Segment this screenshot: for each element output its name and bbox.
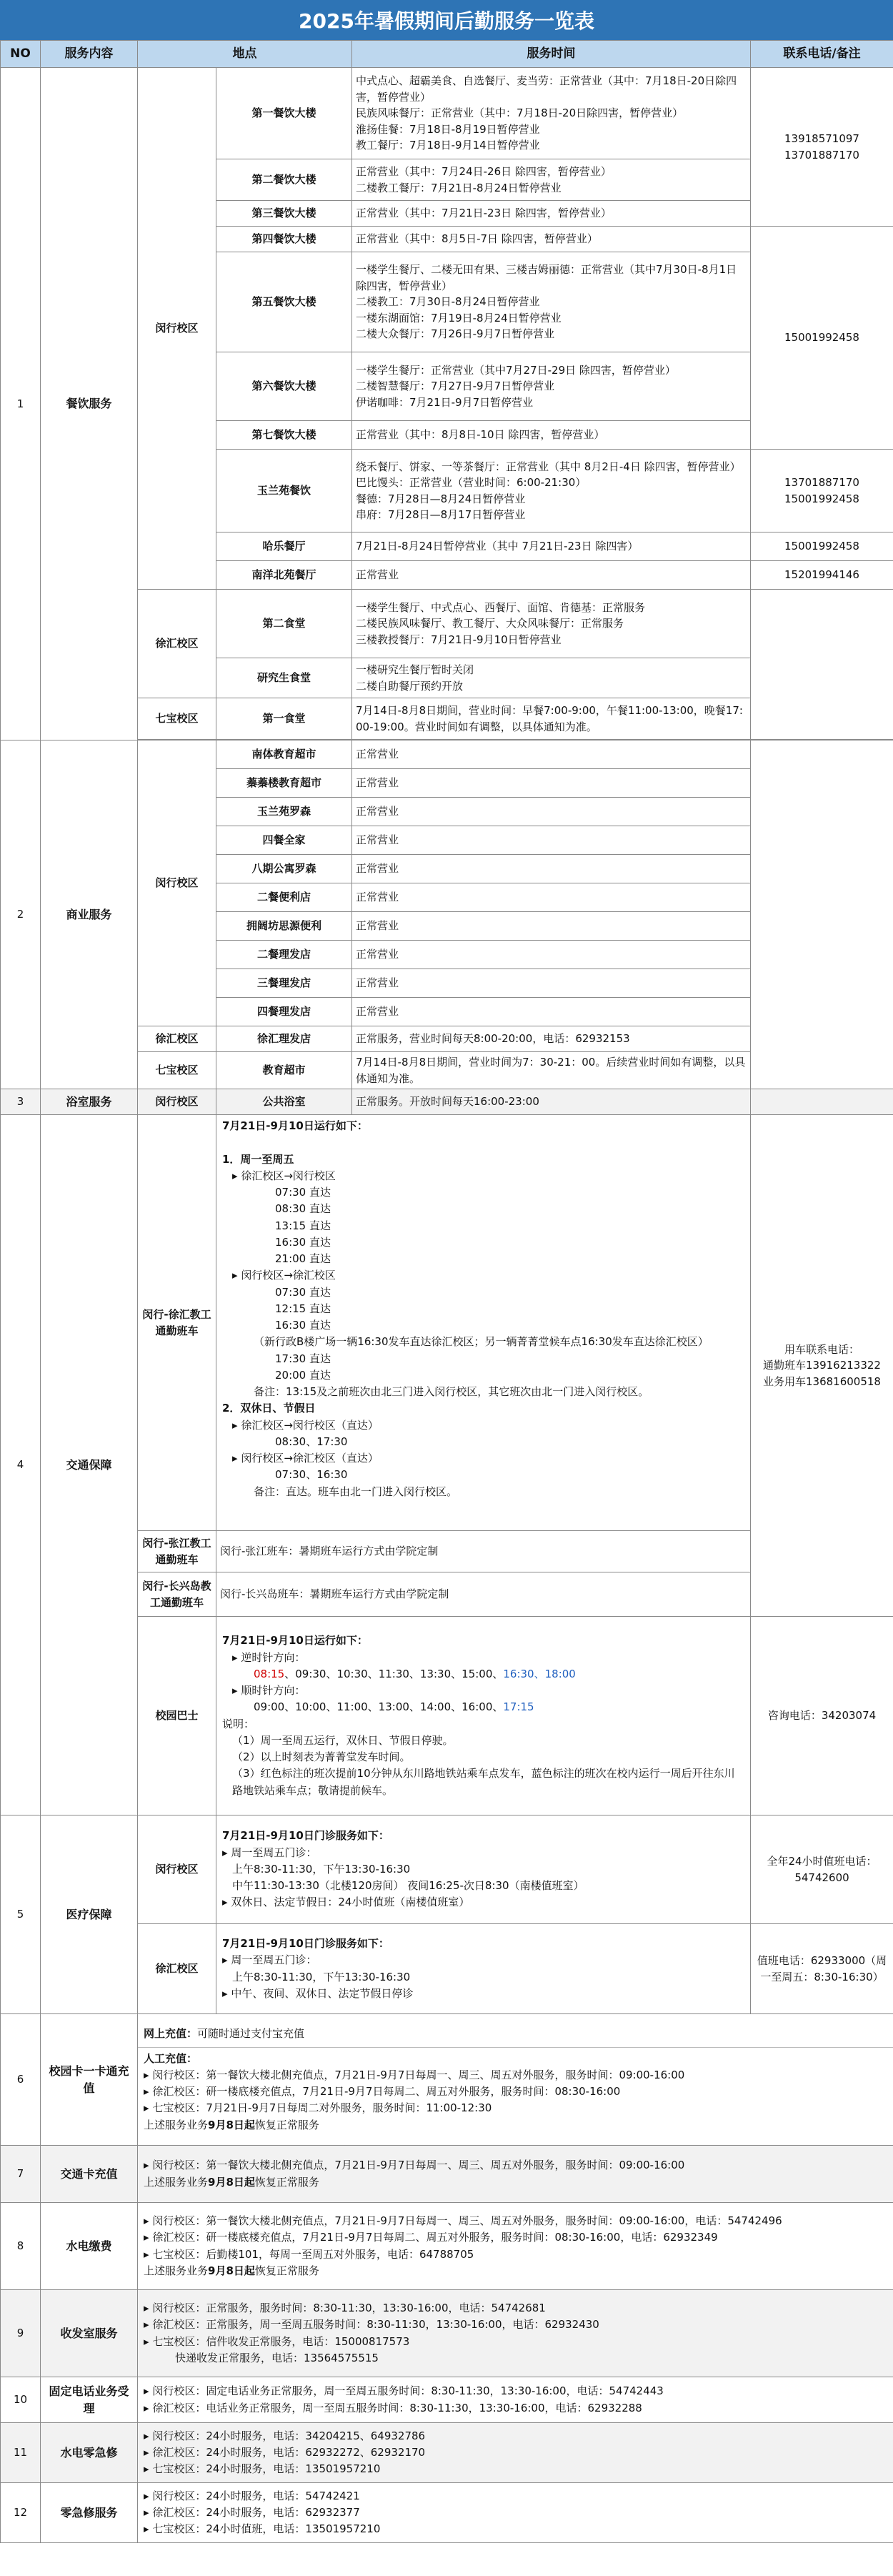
service-time: 绕禾餐厅、饼家、一等茶餐厅：正常营业（其中 8月2日-4日 除四害，暂停营业） 巴比馒头：正常营业（营业时间：6:00-21:30） 餐德：7月28日—8月24日暂停营业 串府：7月28日—8月17日暂停营业 xyxy=(352,450,751,532)
service-time: 正常服务。开放时间每天16:00-23:00 xyxy=(352,1089,751,1115)
campus-label: 徐汇校区 xyxy=(138,1924,216,2014)
route-label: 校园巴士 xyxy=(138,1617,216,1815)
service-time: 中式点心、超霸美食、自选餐厅、麦当劳：正常营业（其中：7月18日-20日除四害，暂停营业） 民族风味餐厅：正常营业（其中：7月18日-20日除四害，暂停营业） 淮扬佳餐：7月18日-8月19日暂停营业 教工餐厅：7月18日-9月14日暂停营业 xyxy=(352,68,751,159)
contact-cell: 全年24小时值班电话： 54742600 xyxy=(751,1815,893,1924)
service-time: 正常营业 xyxy=(352,855,751,883)
location-label: 徐汇理发店 xyxy=(216,1026,352,1052)
section-number: 2 xyxy=(1,740,41,1089)
service-time: 正常营业 xyxy=(352,561,751,590)
location-label: 哈乐餐厅 xyxy=(216,532,352,561)
section-number: 12 xyxy=(1,2483,41,2543)
section-name: 零急修服务 xyxy=(41,2483,138,2543)
section-name: 商业服务 xyxy=(41,740,138,1089)
service-time: 一楼研究生餐厅暂时关闭 二楼自助餐厅预约开放 xyxy=(352,658,751,698)
location-label: 南洋北苑餐厅 xyxy=(216,561,352,590)
location-label: 第五餐饮大楼 xyxy=(216,252,352,352)
page-title: 2025年暑假期间后勤服务一览表 xyxy=(0,0,893,40)
contact-cell: 15001992458 xyxy=(751,532,893,561)
service-details: ▸ 闵行校区：24小时服务，电话：54742421 ▸ 徐汇校区：24小时服务，电话：62932377 ▸ 七宝校区：24小时值班，电话：13501957210 xyxy=(138,2483,893,2543)
section-name: 医疗保障 xyxy=(41,1815,138,2014)
section-name: 水电零急修 xyxy=(41,2423,138,2483)
section-name: 交通保障 xyxy=(41,1115,138,1815)
location-label: 蓁蓁楼教育超市 xyxy=(216,769,352,798)
section-name: 校园卡一卡通充值 xyxy=(41,2014,138,2146)
service-time: 一楼学生餐厅、二楼无田有果、三楼吉姆丽德：正常营业（其中7月30日-8月1日 除四害，暂停营业） 二楼教工：7月30日-8月24日暂停营业 一楼东湖面馆：7月19日-8月24日暂停营业 二楼大众餐厅：7月26日-9月7日暂停营业 xyxy=(352,252,751,352)
section-name: 收发室服务 xyxy=(41,2290,138,2377)
contact-cell: 用车联系电话： 通勤班车13916213322 业务用车13681600518 xyxy=(751,1115,893,1617)
campus-label: 闵行校区 xyxy=(138,740,216,1026)
table-header-row xyxy=(1,41,893,68)
location-label: 第六餐饮大楼 xyxy=(216,352,352,421)
service-details: ▸ 闵行校区：第一餐饮大楼北侧充值点，7月21日-9月7日每周一、周三、周五对外服务，服务时间：09:00-16:00 上述服务业务9月8日起恢复正常服务 xyxy=(138,2146,893,2203)
section-number: 5 xyxy=(1,1815,41,2014)
service-time: 正常营业 xyxy=(352,798,751,826)
service-time: 正常营业（其中：8月5日-7日 除四害，暂停营业） xyxy=(352,227,751,252)
section-number: 10 xyxy=(1,2377,41,2423)
section-name: 餐饮服务 xyxy=(41,68,138,740)
section-number: 6 xyxy=(1,2014,41,2146)
service-time: 正常营业 xyxy=(352,883,751,912)
location-label: 二餐便利店 xyxy=(216,883,352,912)
location-label: 南体教育超市 xyxy=(216,740,352,769)
header-time: 服务时间 xyxy=(352,41,751,68)
location-label: 四餐理发店 xyxy=(216,998,352,1026)
service-time: 7月14日-8月8日期间，营业时间为7：30-21：00。后续营业时间如有调整，以具体通知为准。 xyxy=(352,1052,751,1089)
service-details: ▸ 闵行校区：第一餐饮大楼北侧充值点，7月21日-9月7日每周一、周三、周五对外服务，服务时间：09:00-16:00，电话：54742496 ▸ 徐汇校区：研一楼底楼充值点，7月21日-9月7日每周二、周五对外服务，服务时间：08:30-16:00，电话：62932349 ▸ 七宝校区：后勤楼101，每周一至周五对外服务，电话：64788705 上述服务业务9月8日起恢复正常服务 xyxy=(138,2203,893,2290)
service-time: 7月14日-8月8日期间，营业时间：早餐7:00-9:00，午餐11:00-13:00，晚餐17:00-19:00。营业时间如有调整，以具体通知为准。 xyxy=(352,698,751,740)
contact-cell: 15001992458 xyxy=(751,227,893,450)
campus-label: 七宝校区 xyxy=(138,1052,216,1089)
location-label: 第七餐饮大楼 xyxy=(216,421,352,450)
header-place: 地点 xyxy=(138,41,352,68)
clinic-schedule: 7月21日-9月10日门诊服务如下： ▸ 周一至周五门诊： 上午8:30-11:30，下午13:30-16:30 中午11:30-13:30（北楼120房间） 夜间16:25-次日8:30（南楼值班室） ▸ 双休日、法定节假日：24小时值班（南楼值班室） xyxy=(216,1815,751,1924)
campus-label: 徐汇校区 xyxy=(138,1026,216,1052)
section-name: 浴室服务 xyxy=(41,1089,138,1115)
contact-cell: 咨询电话：34203074 xyxy=(751,1617,893,1815)
service-time: 正常营业 xyxy=(352,912,751,941)
location-label: 研究生食堂 xyxy=(216,658,352,698)
service-time: 正常营业 xyxy=(352,969,751,998)
service-details: ▸ 闵行校区：正常服务，服务时间：8:30-11:30，13:30-16:00，电话：54742681 ▸ 徐汇校区：正常服务，周一至周五服务时间：8:30-11:30，13:30-16:00，电话：62932430 ▸ 七宝校区：信件收发正常服务，电话：15000817573 快递收发正常服务，电话：13564575515 xyxy=(138,2290,893,2377)
campus-label: 闵行校区 xyxy=(138,1089,216,1115)
location-label: 八期公寓罗森 xyxy=(216,855,352,883)
section-number: 11 xyxy=(1,2423,41,2483)
location-label: 四餐全家 xyxy=(216,826,352,855)
route-label: 闵行-徐汇教工通勤班车 xyxy=(138,1115,216,1531)
service-time: 正常营业 xyxy=(352,769,751,798)
campus-label: 闵行校区 xyxy=(138,68,216,590)
header-content: 服务内容 xyxy=(41,41,138,68)
campus-label: 徐汇校区 xyxy=(138,590,216,698)
service-table xyxy=(0,40,893,2543)
section-number: 8 xyxy=(1,2203,41,2290)
section-number: 3 xyxy=(1,1089,41,1115)
service-time: 7月21日-8月24日暂停营业（其中 7月21日-23日 除四害） xyxy=(352,532,751,561)
contact-cell xyxy=(751,1089,893,1115)
campus-label: 闵行校区 xyxy=(138,1815,216,1924)
route-label: 闵行-长兴岛教工通勤班车 xyxy=(138,1572,216,1617)
header-no: NO xyxy=(1,41,41,68)
service-time: 正常营业（其中：7月24日-26日 除四害，暂停营业） 二楼教工餐厅：7月21日-8月24日暂停营业 xyxy=(352,159,751,201)
service-details: ▸ 闵行校区：固定电话业务正常服务，周一至周五服务时间：8:30-11:30，13:30-16:00，电话：54742443 ▸ 徐汇校区：电话业务正常服务，周一至周五服务时间：8:30-11:30，13:30-16:00，电话：62932288 xyxy=(138,2377,893,2423)
header-contact: 联系电话/备注 xyxy=(751,41,893,68)
location-label: 玉兰苑罗森 xyxy=(216,798,352,826)
service-time: 正常营业（其中：7月21日-23日 除四害，暂停营业） xyxy=(352,201,751,227)
route-label: 闵行-张江教工通勤班车 xyxy=(138,1531,216,1572)
section-number: 1 xyxy=(1,68,41,740)
section-name: 固定电话业务受理 xyxy=(41,2377,138,2423)
location-label: 拥阔坊思源便利 xyxy=(216,912,352,941)
contact-cell xyxy=(751,590,893,740)
location-label: 第一餐饮大楼 xyxy=(216,68,352,159)
contact-cell: 15201994146 xyxy=(751,561,893,590)
location-label: 第二餐饮大楼 xyxy=(216,159,352,201)
service-details: 网上充值：可随时通过支付宝充值 人工充值： ▸ 闵行校区：第一餐饮大楼北侧充值点，7月21日-9月7日每周一、周三、周五对外服务，服务时间：09:00-16:00 ▸ 徐汇校区：研一楼底楼充值点，7月21日-9月7日每周二、周五对外服务，服务时间：08:30-16:00 ▸ 七宝校区：7月21日-9月7日每周二对外服务，服务时间：11:00-12:30 上述服务业务9月8日起恢复正常服务 xyxy=(138,2014,893,2146)
section-number: 7 xyxy=(1,2146,41,2203)
location-label: 第三餐饮大楼 xyxy=(216,201,352,227)
shuttle-schedule: 7月21日-9月10日运行如下： ▸ 逆时针方向： 08:15、09:30、10:30、11:30、13:30、15:00、16:30、18:00 ▸ 顺时针方向： 09:00、10:00、11:00、13:00、14:00、16:00、17:15 说明： （1）周一至周五运行，双休日、节假日停驶。 （2）以上时刻表为菁菁堂发车时间。 （3）红色标注的班次提前10分钟从东川路地铁站乘车点发车，蓝色标注的班次在校内运行一周后开往东川路地铁站乘车点；敬请提前候车。 xyxy=(216,1617,751,1815)
service-time: 一楼学生餐厅、中式点心、西餐厅、面馆、肯德基：正常服务 二楼民族风味餐厅、教工餐厅、大众风味餐厅：正常服务 三楼教授餐厅：7月21日-9月10日暂停营业 xyxy=(352,590,751,658)
location-label: 三餐理发店 xyxy=(216,969,352,998)
contact-cell: 值班电话：62933000（周一至周五：8:30-16:30） xyxy=(751,1924,893,2014)
service-details: ▸ 闵行校区：24小时服务，电话：34204215、64932786 ▸ 徐汇校区：24小时服务，电话：62932272、62932170 ▸ 七宝校区：24小时服务，电话：13501957210 xyxy=(138,2423,893,2483)
campus-label: 七宝校区 xyxy=(138,698,216,740)
contact-cell: 13701887170 15001992458 xyxy=(751,450,893,532)
bus-schedule: 闵行-长兴岛班车：暑期班车运行方式由学院定制 xyxy=(216,1572,751,1617)
location-label: 教育超市 xyxy=(216,1052,352,1089)
service-time: 正常营业 xyxy=(352,740,751,769)
clinic-schedule: 7月21日-9月10日门诊服务如下： ▸ 周一至周五门诊： 上午8:30-11:30，下午13:30-16:30 ▸ 中午、夜间、双休日、法定节假日停诊 xyxy=(216,1924,751,2014)
bus-schedule: 闵行-张江班车：暑期班车运行方式由学院定制 xyxy=(216,1531,751,1572)
service-time: 正常营业 xyxy=(352,941,751,969)
section-number: 4 xyxy=(1,1115,41,1815)
contact-cell: 13918571097 13701887170 xyxy=(751,68,893,227)
bus-schedule: 7月21日-9月10日运行如下： 1．周一至周五 ▸ 徐汇校区→闵行校区 07:30 直达 08:30 直达 13:15 直达 16:30 直达 21:00 直达 ▸ 闵行校区→徐汇校区 07:30 直达 12:15 直达 16:30 直达 （新行政B楼广场一辆16:30发车直达徐汇校区；另一辆菁菁堂候车点16:30发车直达徐汇校区） 17:30 直达 20:00 直达 备注：13:15及之前班次由北三门进入闵行校区，其它班次由北一门进入闵行校区。 2．双休日、节假日 ▸ 徐汇校区→闵行校区（直达） 08:30、17:30 ▸ 闵行校区→徐汇校区（直达） 07:30、16:30 备注：直达。班车由北一门进入闵行校区。 xyxy=(216,1115,751,1531)
location-label: 玉兰苑餐饮 xyxy=(216,450,352,532)
service-time: 一楼学生餐厅：正常营业（其中7月27日-29日 除四害，暂停营业） 二楼智慧餐厅：7月27日-9月7日暂停营业 伊诺咖啡：7月21日-9月7日暂停营业 xyxy=(352,352,751,421)
location-label: 公共浴室 xyxy=(216,1089,352,1115)
contact-cell xyxy=(751,740,893,1089)
service-time: 正常服务，营业时间每天8:00-20:00，电话：62932153 xyxy=(352,1026,751,1052)
section-name: 交通卡充值 xyxy=(41,2146,138,2203)
location-label: 第二食堂 xyxy=(216,590,352,658)
section-number: 9 xyxy=(1,2290,41,2377)
location-label: 二餐理发店 xyxy=(216,941,352,969)
section-name: 水电缴费 xyxy=(41,2203,138,2290)
service-time: 正常营业 xyxy=(352,826,751,855)
location-label: 第四餐饮大楼 xyxy=(216,227,352,252)
service-time: 正常营业（其中：8月8日-10日 除四害，暂停营业） xyxy=(352,421,751,450)
location-label: 第一食堂 xyxy=(216,698,352,740)
service-time: 正常营业 xyxy=(352,998,751,1026)
